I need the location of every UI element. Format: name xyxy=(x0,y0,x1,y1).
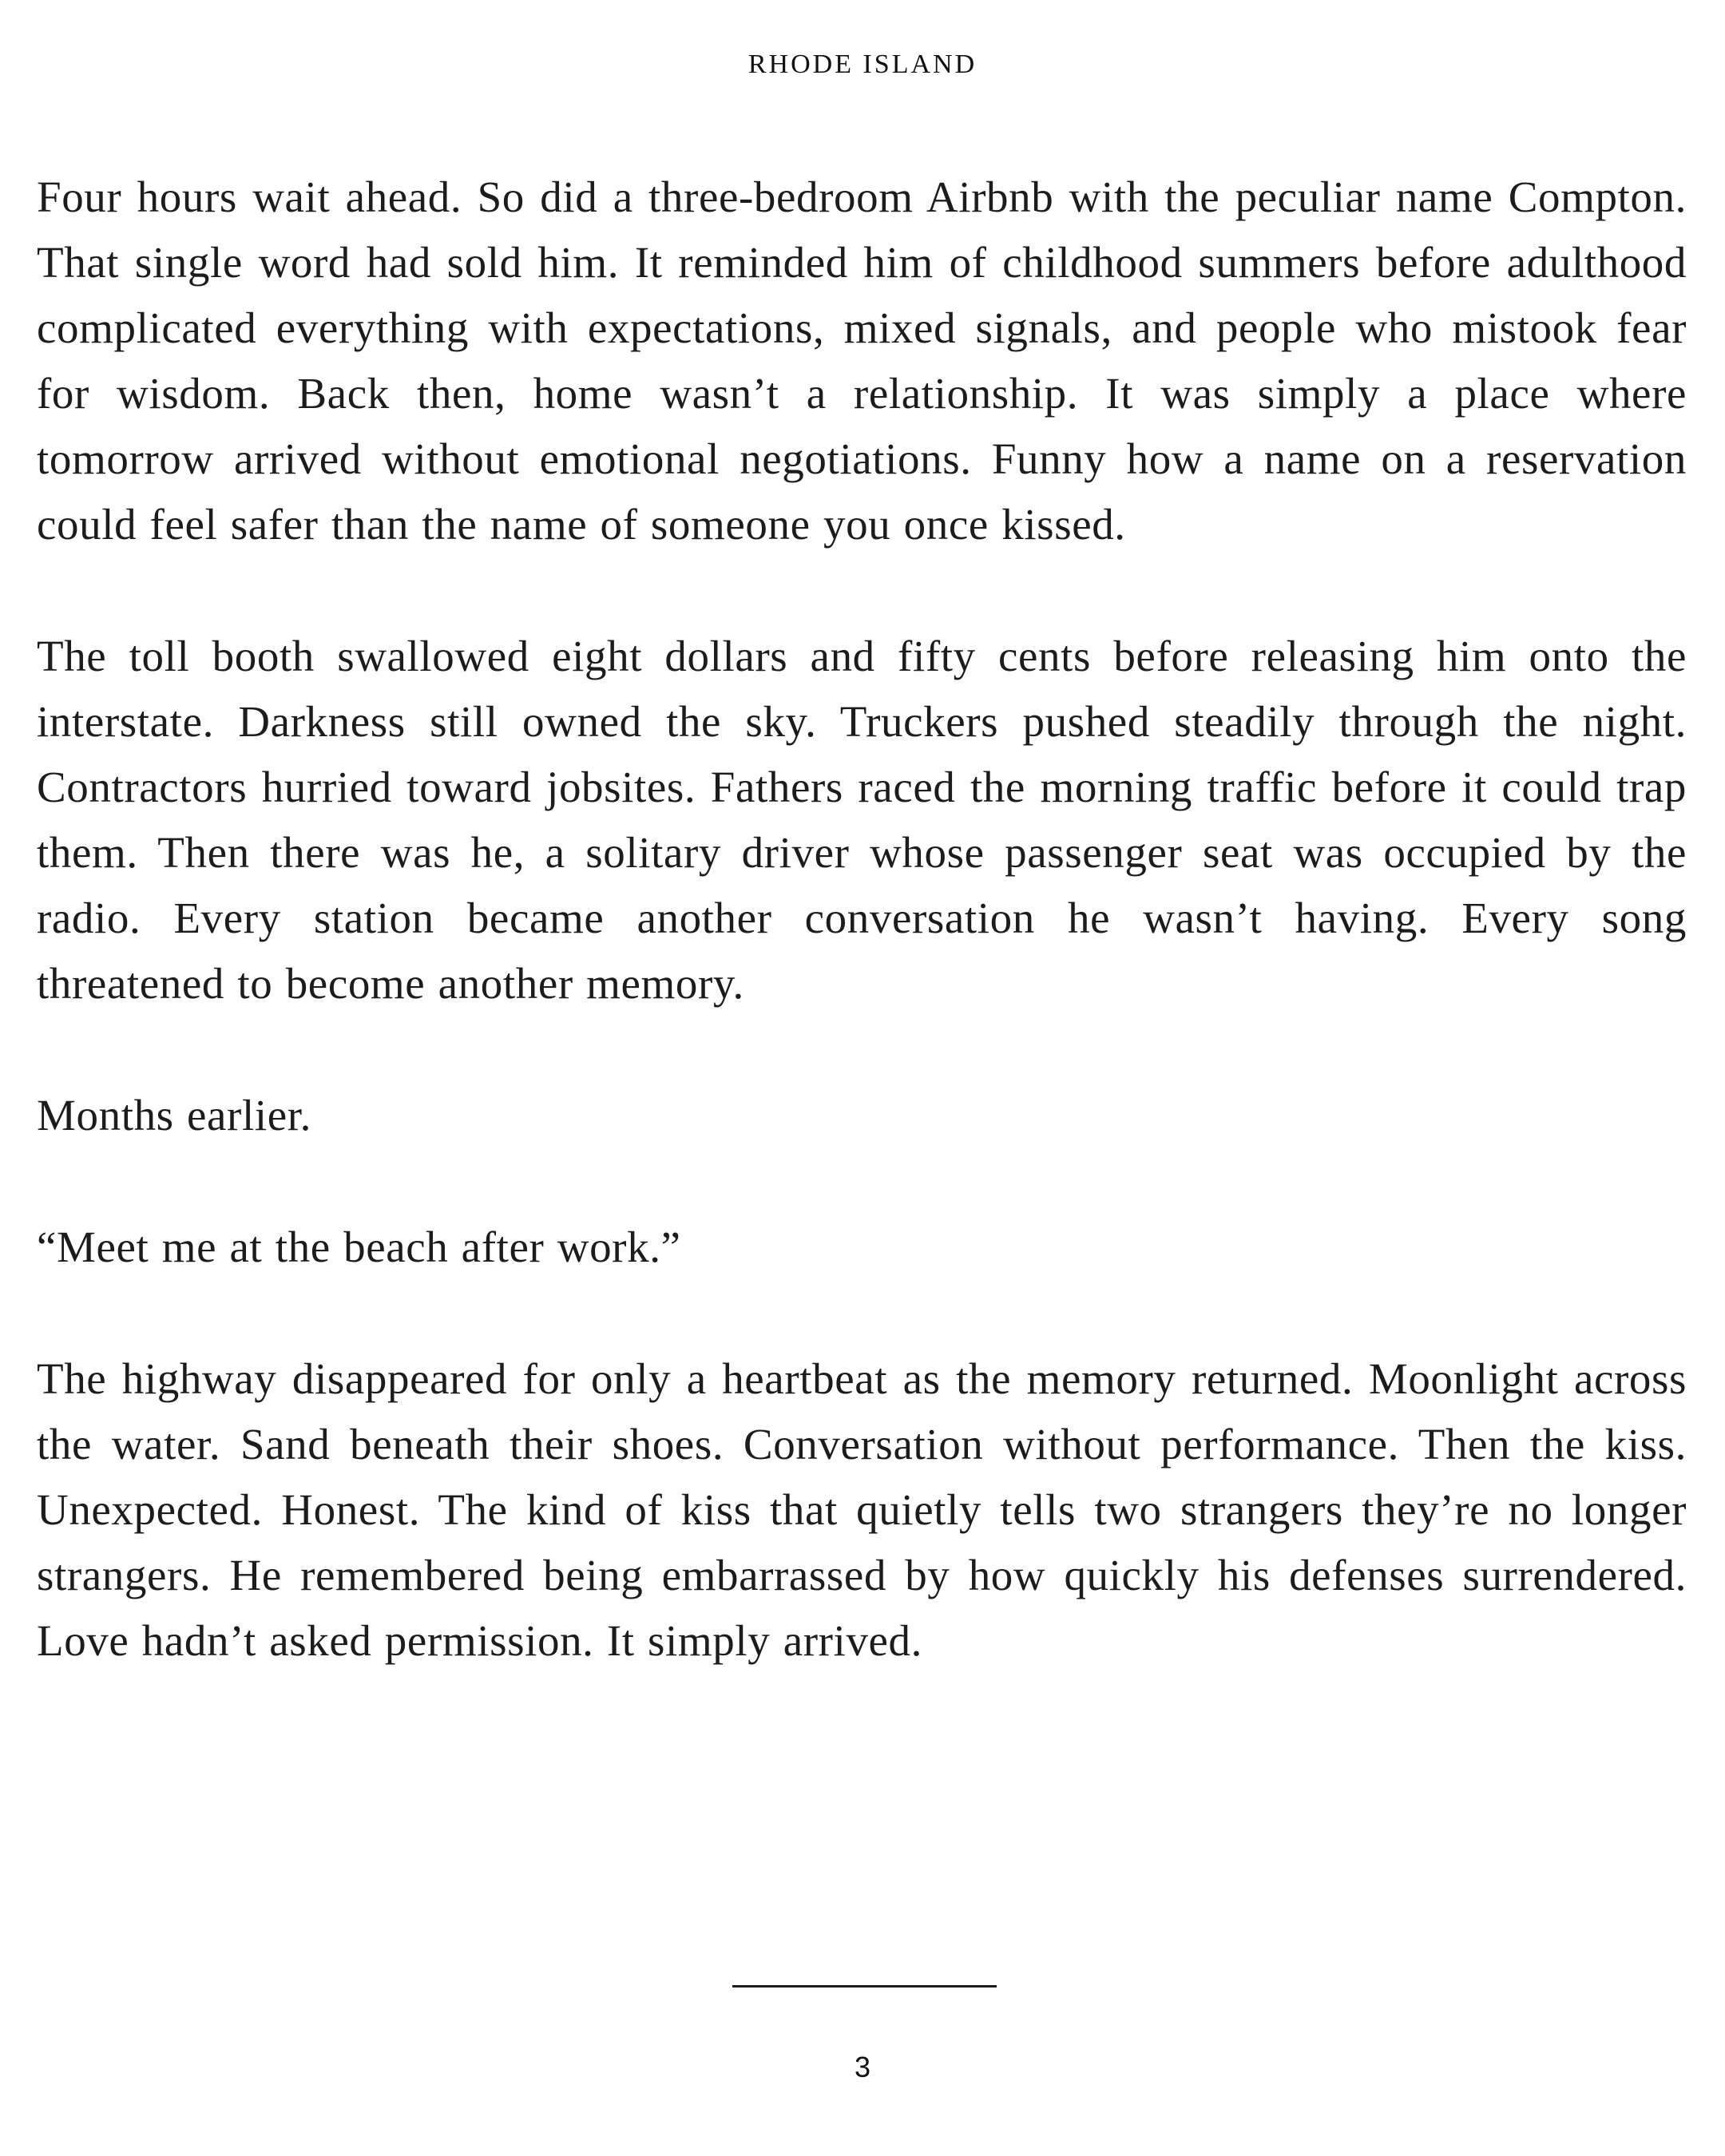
running-header: RHODE ISLAND xyxy=(748,50,978,79)
paragraph-months-earlier: Months earlier. xyxy=(37,1091,311,1139)
body-text xyxy=(37,164,1687,1740)
paragraph-memory: The highway disappeared for only a heartbeat as the memory returned. Moonlight across the water. Sand beneath their shoes. Conversation without performance. Then the kiss. Unexpected. Honest. The kind of kiss that quietly tells two strangers they’re no longer strangers. He remembered being embarrassed by how quickly his defenses surrendered. Love hadn’t asked permission. It simply arrived. xyxy=(37,1354,1687,1665)
paragraph-airbnb: Four hours wait ahead. So did a three-bedroom Airbnb with the peculiar name Compton. That single word had sold him. It reminded him of childhood summers before adulthood complicated everything with expectations, mixed signals, and people who mistook fear for wisdom. Back then, home wasn’t a relationship. It was simply a place where tomorrow arrived without emotional negotiations. Funny how a name on a reservation could feel safer than the name of someone you once kissed. xyxy=(37,172,1687,549)
footer-rule xyxy=(732,1985,997,1988)
paragraph-toll-booth: The toll booth swallowed eight dollars and fifty cents before releasing him onto the interstate. Darkness still owned the sky. Truckers pushed steadily through the night. Contractors hurried toward jobsites. Fathers raced the morning traffic before it could trap them. Then there was he, a solitary driver whose passenger seat was occupied by the radio. Every station became another conversation he wasn’t having. Every song threatened to become another memory. xyxy=(37,632,1687,1008)
paragraph-quote: “Meet me at the beach after work.” xyxy=(37,1223,681,1271)
page-number: 3 xyxy=(854,2051,871,2083)
